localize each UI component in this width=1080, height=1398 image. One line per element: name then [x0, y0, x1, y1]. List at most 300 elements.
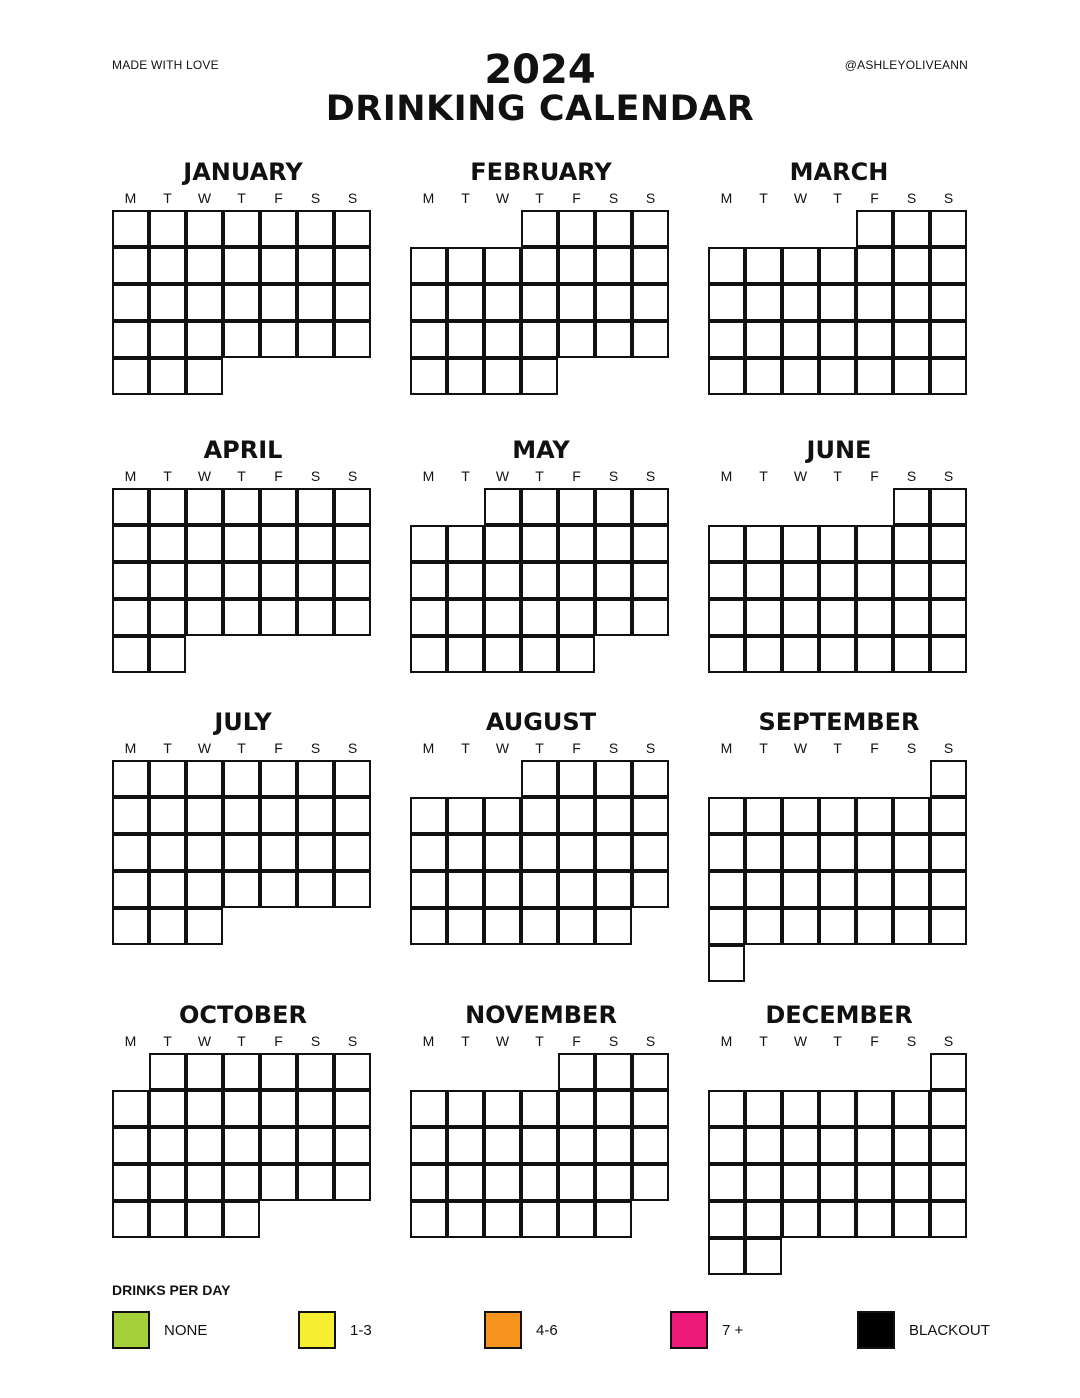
day-cell[interactable] [223, 525, 260, 562]
day-cell[interactable] [819, 1090, 856, 1127]
day-cell[interactable] [223, 284, 260, 321]
day-cell[interactable] [708, 834, 745, 871]
day-cell[interactable] [521, 358, 558, 395]
day-cell[interactable] [521, 1201, 558, 1238]
day-cell[interactable] [149, 1164, 186, 1201]
day-cell[interactable] [782, 358, 819, 395]
day-cell[interactable] [297, 562, 334, 599]
day-cell[interactable] [484, 358, 521, 395]
day-cell[interactable] [893, 599, 930, 636]
day-cell[interactable] [186, 834, 223, 871]
day-cell[interactable] [745, 1090, 782, 1127]
day-cell[interactable] [521, 1127, 558, 1164]
day-cell[interactable] [410, 1164, 447, 1201]
day-cell[interactable] [410, 247, 447, 284]
day-cell[interactable] [856, 525, 893, 562]
day-cell[interactable] [223, 871, 260, 908]
day-cell[interactable] [334, 834, 371, 871]
day-cell[interactable] [112, 1127, 149, 1164]
day-cell[interactable] [334, 321, 371, 358]
day-cell[interactable] [745, 834, 782, 871]
day-cell[interactable] [595, 760, 632, 797]
day-cell[interactable] [558, 1090, 595, 1127]
day-cell[interactable] [521, 210, 558, 247]
day-cell[interactable] [595, 1201, 632, 1238]
day-cell[interactable] [297, 797, 334, 834]
day-cell[interactable] [334, 284, 371, 321]
day-cell[interactable] [186, 1127, 223, 1164]
day-cell[interactable] [521, 908, 558, 945]
day-cell[interactable] [595, 1090, 632, 1127]
day-cell[interactable] [745, 871, 782, 908]
day-cell[interactable] [856, 1164, 893, 1201]
day-cell[interactable] [595, 525, 632, 562]
day-cell[interactable] [782, 284, 819, 321]
day-cell[interactable] [334, 1127, 371, 1164]
day-cell[interactable] [410, 636, 447, 673]
day-cell[interactable] [893, 247, 930, 284]
day-cell[interactable] [447, 284, 484, 321]
day-cell[interactable] [186, 760, 223, 797]
day-cell[interactable] [447, 871, 484, 908]
day-cell[interactable] [893, 797, 930, 834]
day-cell[interactable] [595, 210, 632, 247]
day-cell[interactable] [186, 247, 223, 284]
day-cell[interactable] [819, 247, 856, 284]
day-cell[interactable] [297, 247, 334, 284]
day-cell[interactable] [782, 636, 819, 673]
day-cell[interactable] [558, 871, 595, 908]
day-cell[interactable] [297, 1090, 334, 1127]
day-cell[interactable] [893, 871, 930, 908]
day-cell[interactable] [260, 284, 297, 321]
day-cell[interactable] [856, 284, 893, 321]
day-cell[interactable] [595, 284, 632, 321]
day-cell[interactable] [410, 1090, 447, 1127]
day-cell[interactable] [334, 599, 371, 636]
day-cell[interactable] [632, 284, 669, 321]
day-cell[interactable] [893, 1164, 930, 1201]
day-cell[interactable] [521, 636, 558, 673]
day-cell[interactable] [558, 247, 595, 284]
day-cell[interactable] [930, 358, 967, 395]
day-cell[interactable] [484, 834, 521, 871]
day-cell[interactable] [745, 321, 782, 358]
day-cell[interactable] [708, 358, 745, 395]
day-cell[interactable] [447, 908, 484, 945]
day-cell[interactable] [112, 871, 149, 908]
day-cell[interactable] [149, 834, 186, 871]
day-cell[interactable] [595, 321, 632, 358]
day-cell[interactable] [112, 1090, 149, 1127]
day-cell[interactable] [260, 562, 297, 599]
day-cell[interactable] [260, 760, 297, 797]
day-cell[interactable] [930, 908, 967, 945]
day-cell[interactable] [595, 908, 632, 945]
day-cell[interactable] [223, 210, 260, 247]
day-cell[interactable] [484, 636, 521, 673]
day-cell[interactable] [334, 210, 371, 247]
day-cell[interactable] [819, 797, 856, 834]
day-cell[interactable] [447, 636, 484, 673]
day-cell[interactable] [930, 1127, 967, 1164]
day-cell[interactable] [410, 284, 447, 321]
day-cell[interactable] [447, 1090, 484, 1127]
day-cell[interactable] [782, 1201, 819, 1238]
day-cell[interactable] [223, 599, 260, 636]
day-cell[interactable] [260, 1053, 297, 1090]
day-cell[interactable] [745, 562, 782, 599]
day-cell[interactable] [632, 797, 669, 834]
day-cell[interactable] [782, 247, 819, 284]
day-cell[interactable] [819, 1164, 856, 1201]
day-cell[interactable] [558, 210, 595, 247]
day-cell[interactable] [595, 1164, 632, 1201]
day-cell[interactable] [856, 599, 893, 636]
day-cell[interactable] [856, 358, 893, 395]
day-cell[interactable] [186, 797, 223, 834]
day-cell[interactable] [149, 321, 186, 358]
day-cell[interactable] [260, 871, 297, 908]
day-cell[interactable] [334, 562, 371, 599]
day-cell[interactable] [595, 599, 632, 636]
day-cell[interactable] [856, 1090, 893, 1127]
day-cell[interactable] [782, 1164, 819, 1201]
day-cell[interactable] [112, 525, 149, 562]
day-cell[interactable] [223, 1201, 260, 1238]
day-cell[interactable] [223, 834, 260, 871]
day-cell[interactable] [484, 562, 521, 599]
day-cell[interactable] [260, 321, 297, 358]
day-cell[interactable] [856, 797, 893, 834]
day-cell[interactable] [632, 599, 669, 636]
day-cell[interactable] [930, 599, 967, 636]
day-cell[interactable] [930, 760, 967, 797]
day-cell[interactable] [260, 1090, 297, 1127]
day-cell[interactable] [410, 1127, 447, 1164]
day-cell[interactable] [558, 1053, 595, 1090]
day-cell[interactable] [447, 1164, 484, 1201]
day-cell[interactable] [558, 1127, 595, 1164]
day-cell[interactable] [930, 1201, 967, 1238]
day-cell[interactable] [893, 488, 930, 525]
day-cell[interactable] [297, 760, 334, 797]
day-cell[interactable] [856, 1201, 893, 1238]
day-cell[interactable] [149, 636, 186, 673]
day-cell[interactable] [819, 321, 856, 358]
day-cell[interactable] [930, 247, 967, 284]
day-cell[interactable] [297, 599, 334, 636]
day-cell[interactable] [558, 284, 595, 321]
day-cell[interactable] [595, 562, 632, 599]
day-cell[interactable] [334, 1164, 371, 1201]
day-cell[interactable] [260, 834, 297, 871]
day-cell[interactable] [745, 284, 782, 321]
day-cell[interactable] [447, 834, 484, 871]
day-cell[interactable] [708, 1090, 745, 1127]
day-cell[interactable] [819, 636, 856, 673]
day-cell[interactable] [223, 1164, 260, 1201]
day-cell[interactable] [410, 1201, 447, 1238]
day-cell[interactable] [186, 525, 223, 562]
day-cell[interactable] [149, 247, 186, 284]
day-cell[interactable] [223, 247, 260, 284]
day-cell[interactable] [260, 488, 297, 525]
day-cell[interactable] [112, 488, 149, 525]
day-cell[interactable] [930, 871, 967, 908]
day-cell[interactable] [856, 562, 893, 599]
day-cell[interactable] [856, 210, 893, 247]
day-cell[interactable] [149, 908, 186, 945]
day-cell[interactable] [334, 525, 371, 562]
day-cell[interactable] [745, 1164, 782, 1201]
day-cell[interactable] [782, 599, 819, 636]
day-cell[interactable] [819, 284, 856, 321]
day-cell[interactable] [819, 1201, 856, 1238]
day-cell[interactable] [260, 1127, 297, 1164]
day-cell[interactable] [856, 321, 893, 358]
day-cell[interactable] [893, 1127, 930, 1164]
day-cell[interactable] [112, 834, 149, 871]
day-cell[interactable] [558, 834, 595, 871]
day-cell[interactable] [186, 1201, 223, 1238]
day-cell[interactable] [484, 1127, 521, 1164]
day-cell[interactable] [708, 1238, 745, 1275]
day-cell[interactable] [782, 834, 819, 871]
day-cell[interactable] [521, 321, 558, 358]
day-cell[interactable] [708, 945, 745, 982]
day-cell[interactable] [893, 321, 930, 358]
day-cell[interactable] [782, 562, 819, 599]
day-cell[interactable] [297, 834, 334, 871]
day-cell[interactable] [112, 636, 149, 673]
day-cell[interactable] [297, 525, 334, 562]
day-cell[interactable] [334, 871, 371, 908]
day-cell[interactable] [893, 284, 930, 321]
day-cell[interactable] [856, 908, 893, 945]
day-cell[interactable] [484, 797, 521, 834]
day-cell[interactable] [149, 871, 186, 908]
day-cell[interactable] [149, 210, 186, 247]
day-cell[interactable] [708, 525, 745, 562]
day-cell[interactable] [745, 525, 782, 562]
day-cell[interactable] [521, 1090, 558, 1127]
day-cell[interactable] [745, 247, 782, 284]
day-cell[interactable] [595, 1127, 632, 1164]
day-cell[interactable] [410, 525, 447, 562]
day-cell[interactable] [930, 636, 967, 673]
day-cell[interactable] [447, 358, 484, 395]
day-cell[interactable] [112, 284, 149, 321]
day-cell[interactable] [558, 760, 595, 797]
day-cell[interactable] [112, 562, 149, 599]
day-cell[interactable] [334, 488, 371, 525]
day-cell[interactable] [521, 1164, 558, 1201]
day-cell[interactable] [632, 1053, 669, 1090]
day-cell[interactable] [782, 1127, 819, 1164]
day-cell[interactable] [223, 488, 260, 525]
day-cell[interactable] [112, 908, 149, 945]
day-cell[interactable] [334, 797, 371, 834]
day-cell[interactable] [632, 871, 669, 908]
day-cell[interactable] [112, 760, 149, 797]
day-cell[interactable] [632, 562, 669, 599]
day-cell[interactable] [558, 636, 595, 673]
day-cell[interactable] [334, 1090, 371, 1127]
day-cell[interactable] [447, 1127, 484, 1164]
day-cell[interactable] [223, 760, 260, 797]
day-cell[interactable] [334, 247, 371, 284]
day-cell[interactable] [745, 797, 782, 834]
day-cell[interactable] [632, 488, 669, 525]
day-cell[interactable] [782, 525, 819, 562]
day-cell[interactable] [632, 1127, 669, 1164]
day-cell[interactable] [521, 562, 558, 599]
day-cell[interactable] [595, 797, 632, 834]
day-cell[interactable] [260, 1164, 297, 1201]
day-cell[interactable] [297, 1053, 334, 1090]
day-cell[interactable] [297, 871, 334, 908]
day-cell[interactable] [297, 488, 334, 525]
day-cell[interactable] [708, 247, 745, 284]
day-cell[interactable] [782, 908, 819, 945]
day-cell[interactable] [632, 1164, 669, 1201]
day-cell[interactable] [595, 834, 632, 871]
day-cell[interactable] [260, 797, 297, 834]
day-cell[interactable] [447, 562, 484, 599]
day-cell[interactable] [521, 760, 558, 797]
day-cell[interactable] [856, 636, 893, 673]
day-cell[interactable] [260, 599, 297, 636]
day-cell[interactable] [558, 797, 595, 834]
day-cell[interactable] [484, 871, 521, 908]
day-cell[interactable] [745, 1127, 782, 1164]
day-cell[interactable] [223, 1090, 260, 1127]
day-cell[interactable] [708, 871, 745, 908]
day-cell[interactable] [521, 834, 558, 871]
day-cell[interactable] [930, 1090, 967, 1127]
day-cell[interactable] [149, 525, 186, 562]
day-cell[interactable] [260, 525, 297, 562]
day-cell[interactable] [186, 1164, 223, 1201]
day-cell[interactable] [260, 247, 297, 284]
day-cell[interactable] [819, 562, 856, 599]
day-cell[interactable] [745, 358, 782, 395]
day-cell[interactable] [149, 1053, 186, 1090]
day-cell[interactable] [186, 908, 223, 945]
day-cell[interactable] [484, 1164, 521, 1201]
day-cell[interactable] [149, 1127, 186, 1164]
day-cell[interactable] [930, 321, 967, 358]
day-cell[interactable] [297, 210, 334, 247]
day-cell[interactable] [893, 1201, 930, 1238]
day-cell[interactable] [112, 1201, 149, 1238]
day-cell[interactable] [223, 321, 260, 358]
day-cell[interactable] [558, 321, 595, 358]
day-cell[interactable] [708, 599, 745, 636]
day-cell[interactable] [632, 834, 669, 871]
day-cell[interactable] [893, 358, 930, 395]
day-cell[interactable] [856, 247, 893, 284]
day-cell[interactable] [149, 488, 186, 525]
day-cell[interactable] [186, 358, 223, 395]
day-cell[interactable] [112, 358, 149, 395]
day-cell[interactable] [149, 760, 186, 797]
day-cell[interactable] [149, 562, 186, 599]
day-cell[interactable] [521, 525, 558, 562]
day-cell[interactable] [558, 488, 595, 525]
day-cell[interactable] [595, 247, 632, 284]
day-cell[interactable] [745, 599, 782, 636]
day-cell[interactable] [447, 525, 484, 562]
day-cell[interactable] [708, 1127, 745, 1164]
day-cell[interactable] [782, 797, 819, 834]
day-cell[interactable] [930, 284, 967, 321]
day-cell[interactable] [334, 760, 371, 797]
day-cell[interactable] [893, 210, 930, 247]
day-cell[interactable] [782, 1090, 819, 1127]
day-cell[interactable] [856, 1127, 893, 1164]
day-cell[interactable] [186, 321, 223, 358]
day-cell[interactable] [558, 599, 595, 636]
day-cell[interactable] [930, 488, 967, 525]
day-cell[interactable] [484, 599, 521, 636]
day-cell[interactable] [819, 525, 856, 562]
day-cell[interactable] [112, 1164, 149, 1201]
day-cell[interactable] [521, 247, 558, 284]
day-cell[interactable] [149, 1090, 186, 1127]
day-cell[interactable] [260, 210, 297, 247]
day-cell[interactable] [447, 321, 484, 358]
day-cell[interactable] [112, 599, 149, 636]
day-cell[interactable] [186, 284, 223, 321]
day-cell[interactable] [410, 599, 447, 636]
day-cell[interactable] [893, 1090, 930, 1127]
day-cell[interactable] [930, 210, 967, 247]
day-cell[interactable] [708, 562, 745, 599]
day-cell[interactable] [297, 1127, 334, 1164]
day-cell[interactable] [558, 1164, 595, 1201]
day-cell[interactable] [930, 1053, 967, 1090]
day-cell[interactable] [521, 797, 558, 834]
day-cell[interactable] [297, 321, 334, 358]
day-cell[interactable] [745, 636, 782, 673]
day-cell[interactable] [708, 636, 745, 673]
day-cell[interactable] [632, 525, 669, 562]
day-cell[interactable] [558, 562, 595, 599]
day-cell[interactable] [819, 1127, 856, 1164]
day-cell[interactable] [484, 1201, 521, 1238]
day-cell[interactable] [521, 284, 558, 321]
day-cell[interactable] [186, 488, 223, 525]
day-cell[interactable] [930, 1164, 967, 1201]
day-cell[interactable] [521, 599, 558, 636]
day-cell[interactable] [297, 1164, 334, 1201]
day-cell[interactable] [484, 525, 521, 562]
day-cell[interactable] [893, 636, 930, 673]
day-cell[interactable] [149, 797, 186, 834]
day-cell[interactable] [484, 247, 521, 284]
day-cell[interactable] [223, 1053, 260, 1090]
day-cell[interactable] [893, 834, 930, 871]
day-cell[interactable] [708, 1201, 745, 1238]
day-cell[interactable] [930, 525, 967, 562]
day-cell[interactable] [745, 908, 782, 945]
day-cell[interactable] [558, 1201, 595, 1238]
day-cell[interactable] [112, 210, 149, 247]
day-cell[interactable] [595, 871, 632, 908]
day-cell[interactable] [893, 908, 930, 945]
